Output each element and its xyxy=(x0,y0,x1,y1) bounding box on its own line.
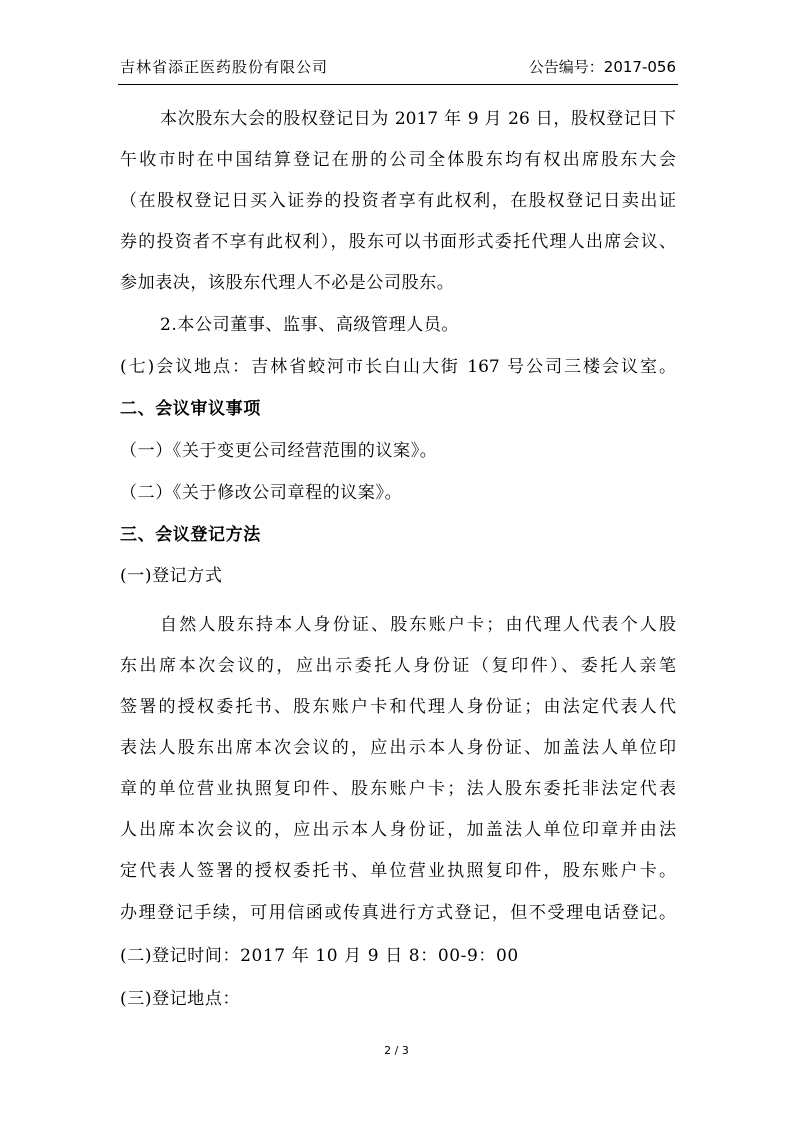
paragraph-line: 参加表决，该股东代理人不必是公司股东。 xyxy=(120,273,455,293)
paragraph-line: 券的投资者不享有此权利），股东可以书面形式委托代理人出席会议、 xyxy=(120,232,676,252)
company-name: 吉林省添正医药股份有限公司 xyxy=(120,58,329,76)
subsection-heading: (一)登记方式 xyxy=(120,566,223,586)
paragraph-line: 东出席本次会议的，应出示委托人身份证（复印件）、委托人亲笔 xyxy=(120,656,676,676)
page-number: 2 / 3 xyxy=(384,1044,409,1057)
paragraph-line: 定代表人签署的授权委托书、单位营业执照复印件，股东账户卡。 xyxy=(120,861,676,881)
page-header xyxy=(120,56,676,80)
subsection-heading: (二)登记时间：2017 年 10 月 9 日 8：00-9：00 xyxy=(120,946,519,966)
paragraph-line: 章的单位营业执照复印件、股东账户卡；法人股东委托非法定代表 xyxy=(120,779,676,799)
paragraph-line: 本次股东大会的股权登记日为 2017 年 9 月 26 日，股权登记日下 xyxy=(160,109,676,129)
list-item: （二）《关于修改公司章程的议案》。 xyxy=(120,483,403,503)
section-heading: 二、会议审议事项 xyxy=(120,399,261,419)
subsection-heading: (三)登记地点： xyxy=(120,989,241,1009)
paragraph-line: 自然人股东持本人身份证、股东账户卡；由代理人代表个人股 xyxy=(160,615,676,635)
paragraph-line: 2.本公司董事、监事、高级管理人员。 xyxy=(160,315,460,335)
notice-number: 公告编号：2017-056 xyxy=(528,58,676,76)
paragraph-line: 办理登记手续，可用信函或传真进行方式登记，但不受理电话登记。 xyxy=(120,903,676,923)
paragraph-line: 表法人股东出席本次会议的，应出示本人身份证、加盖法人单位印 xyxy=(120,738,676,758)
paragraph-line: 人出席本次会议的，应出示本人身份证，加盖法人单位印章并由法 xyxy=(120,820,676,840)
list-item: （一）《关于变更公司经营范围的议案》。 xyxy=(120,441,438,461)
paragraph-line: 午收市时在中国结算登记在册的公司全体股东均有权出席股东大会 xyxy=(120,150,676,170)
paragraph-line: 签署的授权委托书、股东账户卡和代理人身份证；由法定代表人代 xyxy=(120,697,676,717)
section-heading: 三、会议登记方法 xyxy=(120,525,261,545)
paragraph-line: (七)会议地点：吉林省蛟河市长白山大街 167 号公司三楼会议室。 xyxy=(120,357,676,377)
header-divider xyxy=(118,84,678,85)
paragraph-line: （在股权登记日买入证券的投资者享有此权利，在股权登记日卖出证 xyxy=(120,191,676,211)
